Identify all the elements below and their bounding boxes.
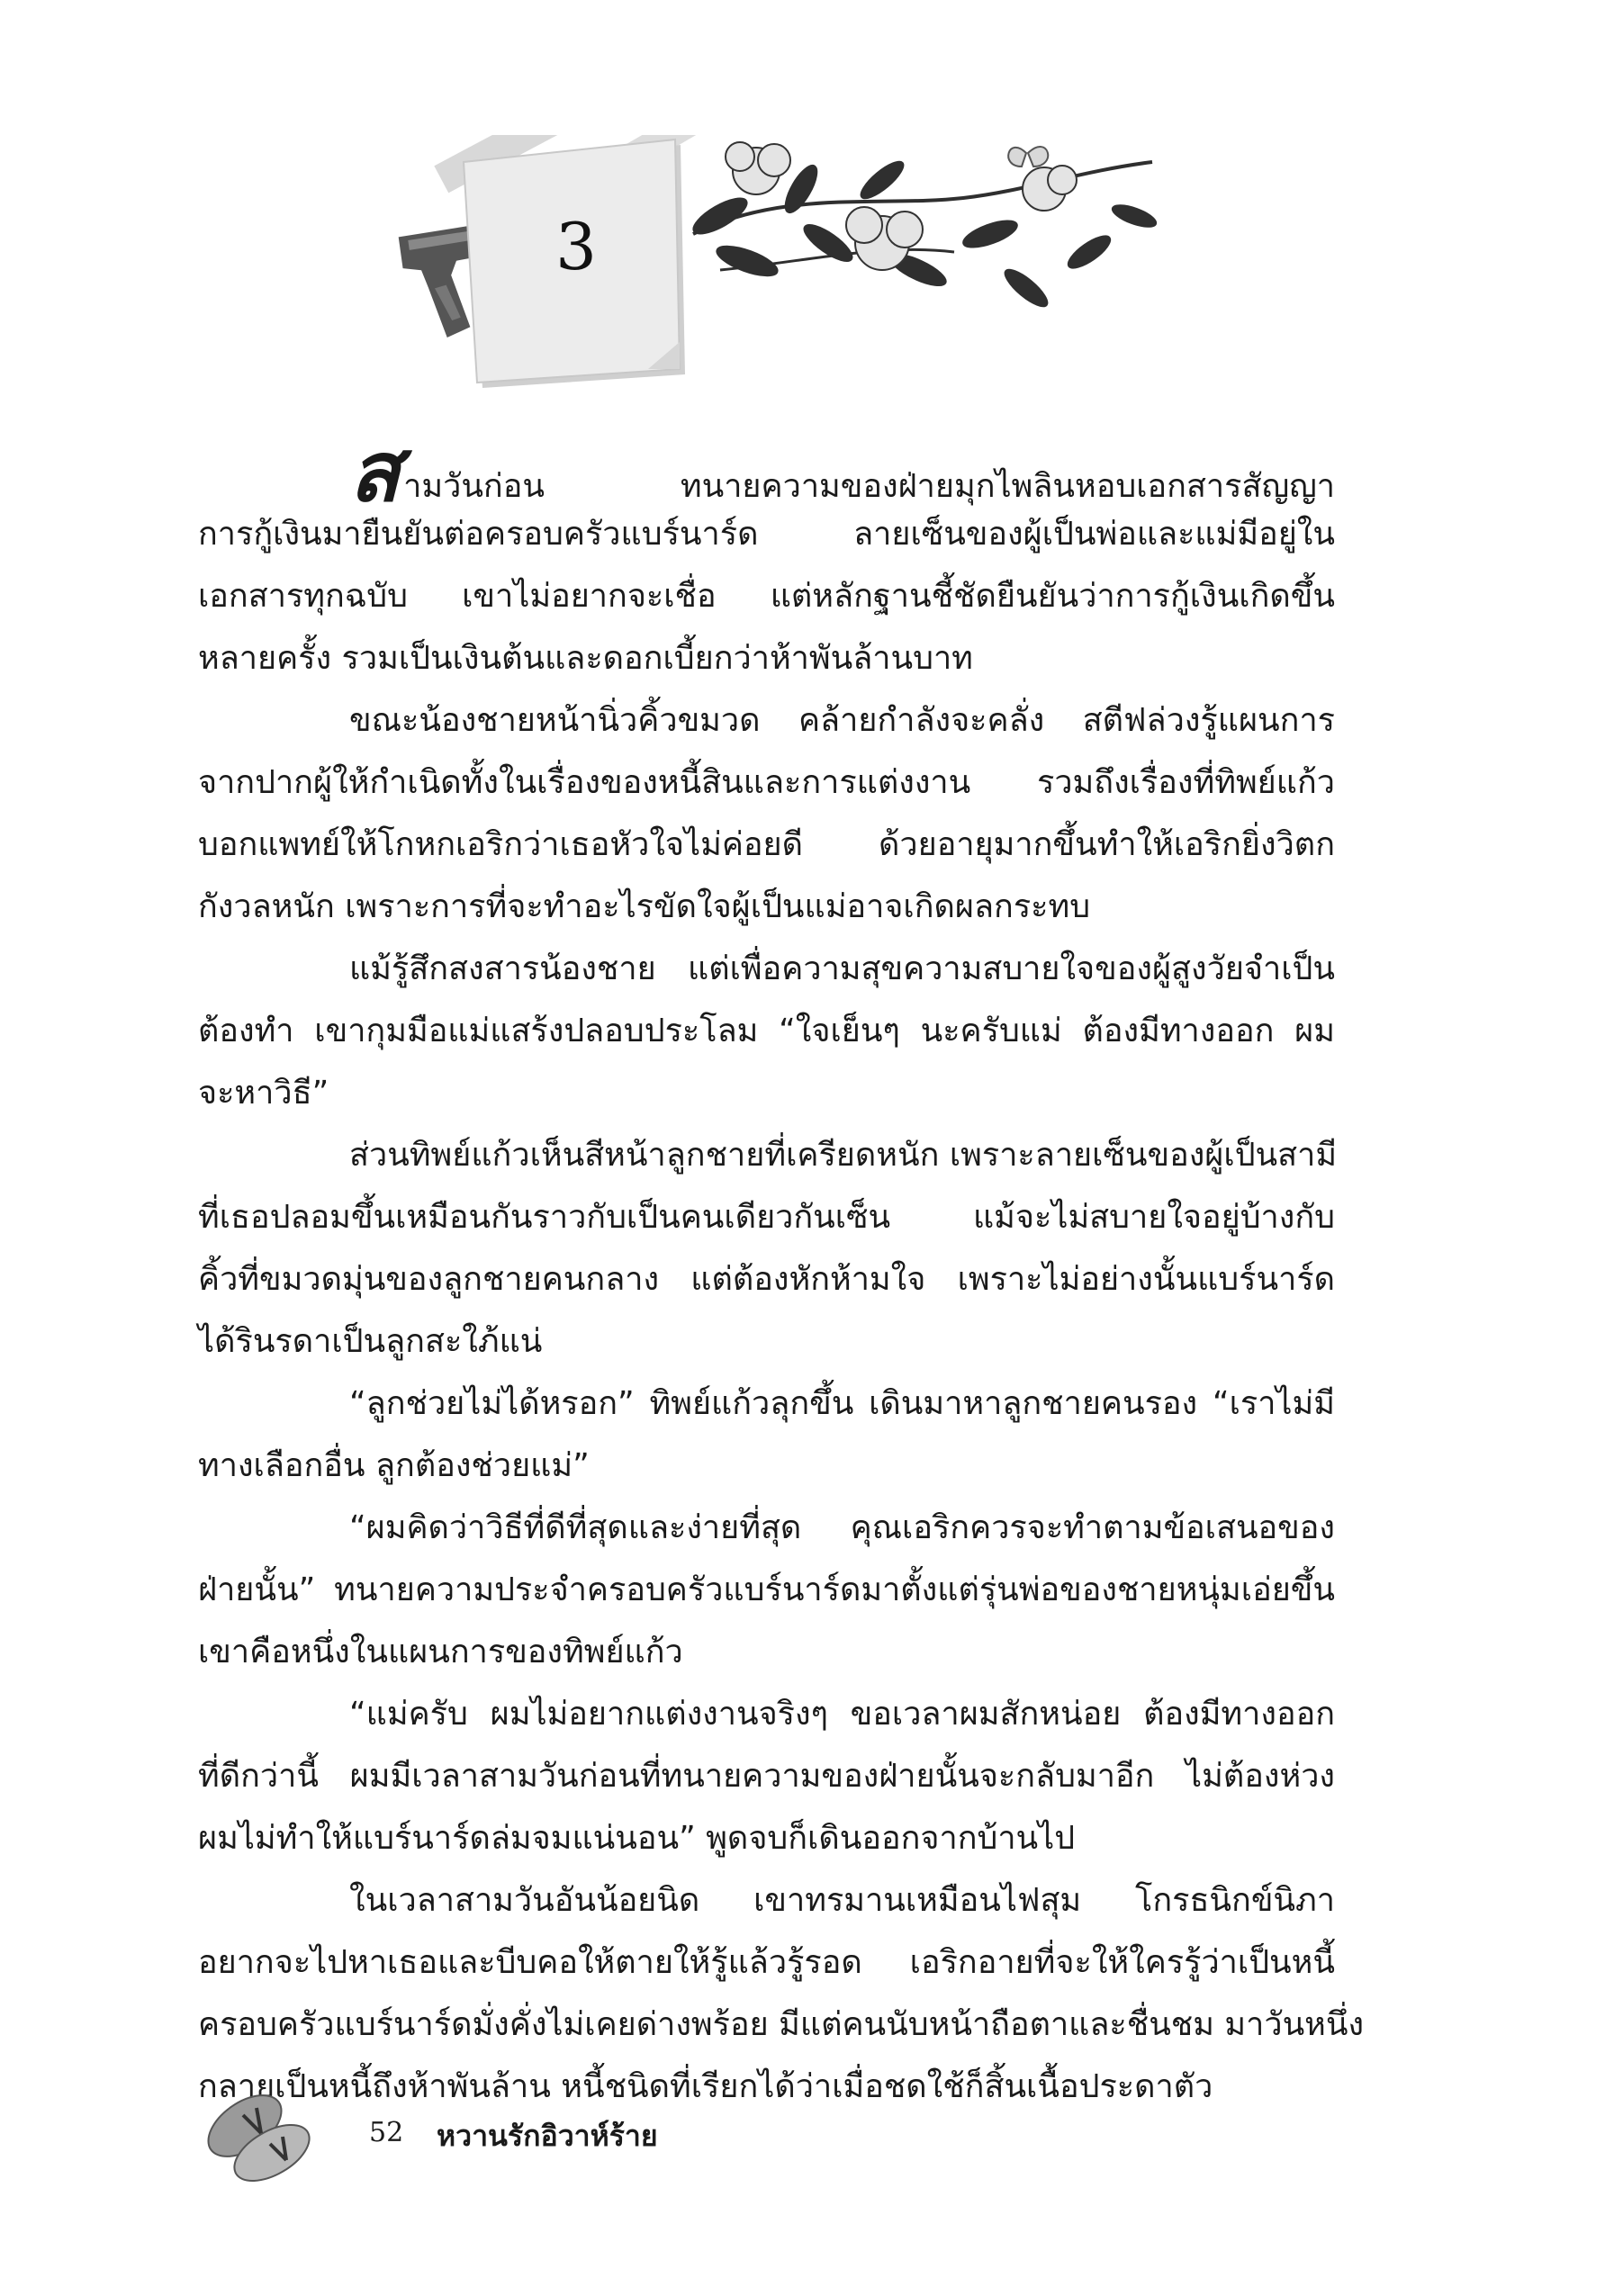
- butterfly-icon: [1008, 147, 1048, 167]
- paragraph: [198, 1683, 1335, 1869]
- text-line: จากปากผู้ให้กำเนิดทั้งในเรื่องของหนี้สินและการแต่งงาน รวมถึงเรื่องที่ทิพย์แก้ว: [198, 764, 1335, 801]
- text-line: ทางเลือกอื่น ลูกต้องช่วยแม่”: [198, 1447, 590, 1484]
- chapter-number: 3: [555, 209, 597, 284]
- text-line: กังวลหนัก เพราะการที่จะทำอะไรขัดใจผู้เป็นแม่อาจเกิดผลกระทบ: [198, 888, 1091, 925]
- text-line: ฝ่ายนั้น” ทนายความประจำครอบครัวแบร์นาร์ดมาตั้งแต่รุ่นพ่อของชายหนุ่มเอ่ยขึ้น: [198, 1571, 1335, 1608]
- text-line: “ลูกช่วยไม่ได้หรอก” ทิพย์แก้วลุกขึ้น เดินมาหาลูกชายคนรอง “เราไม่มี: [349, 1385, 1335, 1422]
- paragraph: [198, 938, 1335, 1124]
- text-line: เขาคือหนึ่งในแผนการของทิพย์แก้ว: [198, 1634, 683, 1670]
- text-line: ในเวลาสามวันอันน้อยนิด เขาทรมานเหมือนไฟสุม โกรธนิกข์นิภา: [349, 1882, 1335, 1919]
- text-line: บอกแพทย์ให้โกหกเอริกว่าเธอหัวใจไม่ค่อยดี ด้วยอายุมากขึ้นทำให้เอริกยิ่งวิตก: [198, 826, 1335, 863]
- text-line: ครอบครัวแบร์นาร์ดมั่งคั่งไม่เคยด่างพร้อย มีแต่คนนับหน้าถือตาและชื่นชม มาวันหนึ่ง: [198, 2006, 1365, 2043]
- book-title: หวานรักอิวาห์ร้าย: [437, 2119, 658, 2153]
- text-line: อยากจะไปหาเธอและบีบคอให้ตายให้รู้แล้วรู้รอด เอริกอายที่จะให้ใครรู้ว่าเป็นหนี้: [198, 1944, 1335, 1981]
- paragraph: [198, 689, 1335, 938]
- page-footer: [189, 2070, 819, 2196]
- sandals-icon: [189, 2070, 324, 2196]
- text-line: ได้รินรดาเป็นลูกสะใภ้แน่: [198, 1323, 543, 1360]
- text-line: สามวันก่อน ทนายความของฝ่ายมุกไพลินหอบเอกสารสัญญา: [349, 423, 1335, 520]
- paragraph: [198, 1124, 1338, 1373]
- text-line: แม้รู้สึกสงสารน้องชาย แต่เพื่อความสุขความสบายใจของผู้สูงวัยจำเป็น: [349, 950, 1335, 987]
- text-line: ที่ดีกว่านี้ ผมมีเวลาสามวันก่อนที่ทนายความของฝ่ายนั้นจะกลับมาอีก ไม่ต้องห่วง: [198, 1758, 1335, 1795]
- text-line: จะหาวิธี”: [198, 1075, 329, 1112]
- text-line: หลายครั้ง รวมเป็นเงินต้นและดอกเบี้ยกว่าห้าพันล้านบาท: [198, 640, 973, 677]
- chapter-header-illustration: [378, 135, 1188, 405]
- text-line: ส่วนทิพย์แก้วเห็นสีหน้าลูกชายที่เครียดหนัก เพราะลายเซ็นของผู้เป็นสามี: [349, 1137, 1338, 1174]
- paragraph: [198, 1373, 1335, 1497]
- text-line: ขณะน้องชายหน้านิ่วคิ้วขมวด คล้ายกำลังจะคลั่ง สตีฟล่วงรู้แผนการ: [349, 702, 1335, 739]
- paragraph: [198, 1497, 1335, 1683]
- text-line: เอกสารทุกฉบับ เขาไม่อยากจะเชื่อ แต่หลักฐานชี้ชัดยืนยันว่าการกู้เงินเกิดขึ้น: [198, 578, 1335, 615]
- paragraph: [198, 423, 1335, 689]
- chapter-body: [198, 423, 1365, 2118]
- text-line: ที่เธอปลอมขึ้นเหมือนกันราวกับเป็นคนเดียวกันเซ็น แม้จะไม่สบายใจอยู่บ้างกับ: [198, 1199, 1335, 1236]
- text-line: ผมไม่ทำให้แบร์นาร์ดล่มจมแน่นอน” พูดจบก็เดินออกจากบ้านไป: [198, 1820, 1076, 1857]
- text-line: การกู้เงินมายืนยันต่อครอบครัวแบร์นาร์ด ลายเซ็นของผู้เป็นพ่อและแม่มีอยู่ใน: [198, 516, 1335, 553]
- text-line: ต้องทำ เขากุมมือแม่แสร้งปลอบประโลม “ใจเย็นๆ นะครับแม่ ต้องมีทางออก ผม: [198, 1013, 1335, 1049]
- text-line: “แม่ครับ ผมไม่อยากแต่งงานจริงๆ ขอเวลาผมสักหน่อย ต้องมีทางออก: [349, 1696, 1335, 1733]
- text-line: คิ้วที่ขมวดมุ่นของลูกชายคนกลาง แต่ต้องหักห้ามใจ เพราะไม่อย่างนั้นแบร์นาร์ด: [198, 1261, 1335, 1298]
- page-number: 52: [369, 2117, 404, 2148]
- text-line: กลายเป็นหนี้ถึงห้าพันล้าน หนี้ชนิดที่เรียกได้ว่าเมื่อชดใช้ก็สิ้นเนื้อประดาตัว: [198, 2068, 1213, 2105]
- text-line: “ผมคิดว่าวิธีที่ดีที่สุดและง่ายที่สุด คุณเอริกควรจะทำตามข้อเสนอของ: [349, 1509, 1335, 1546]
- drop-cap: ส: [349, 423, 401, 520]
